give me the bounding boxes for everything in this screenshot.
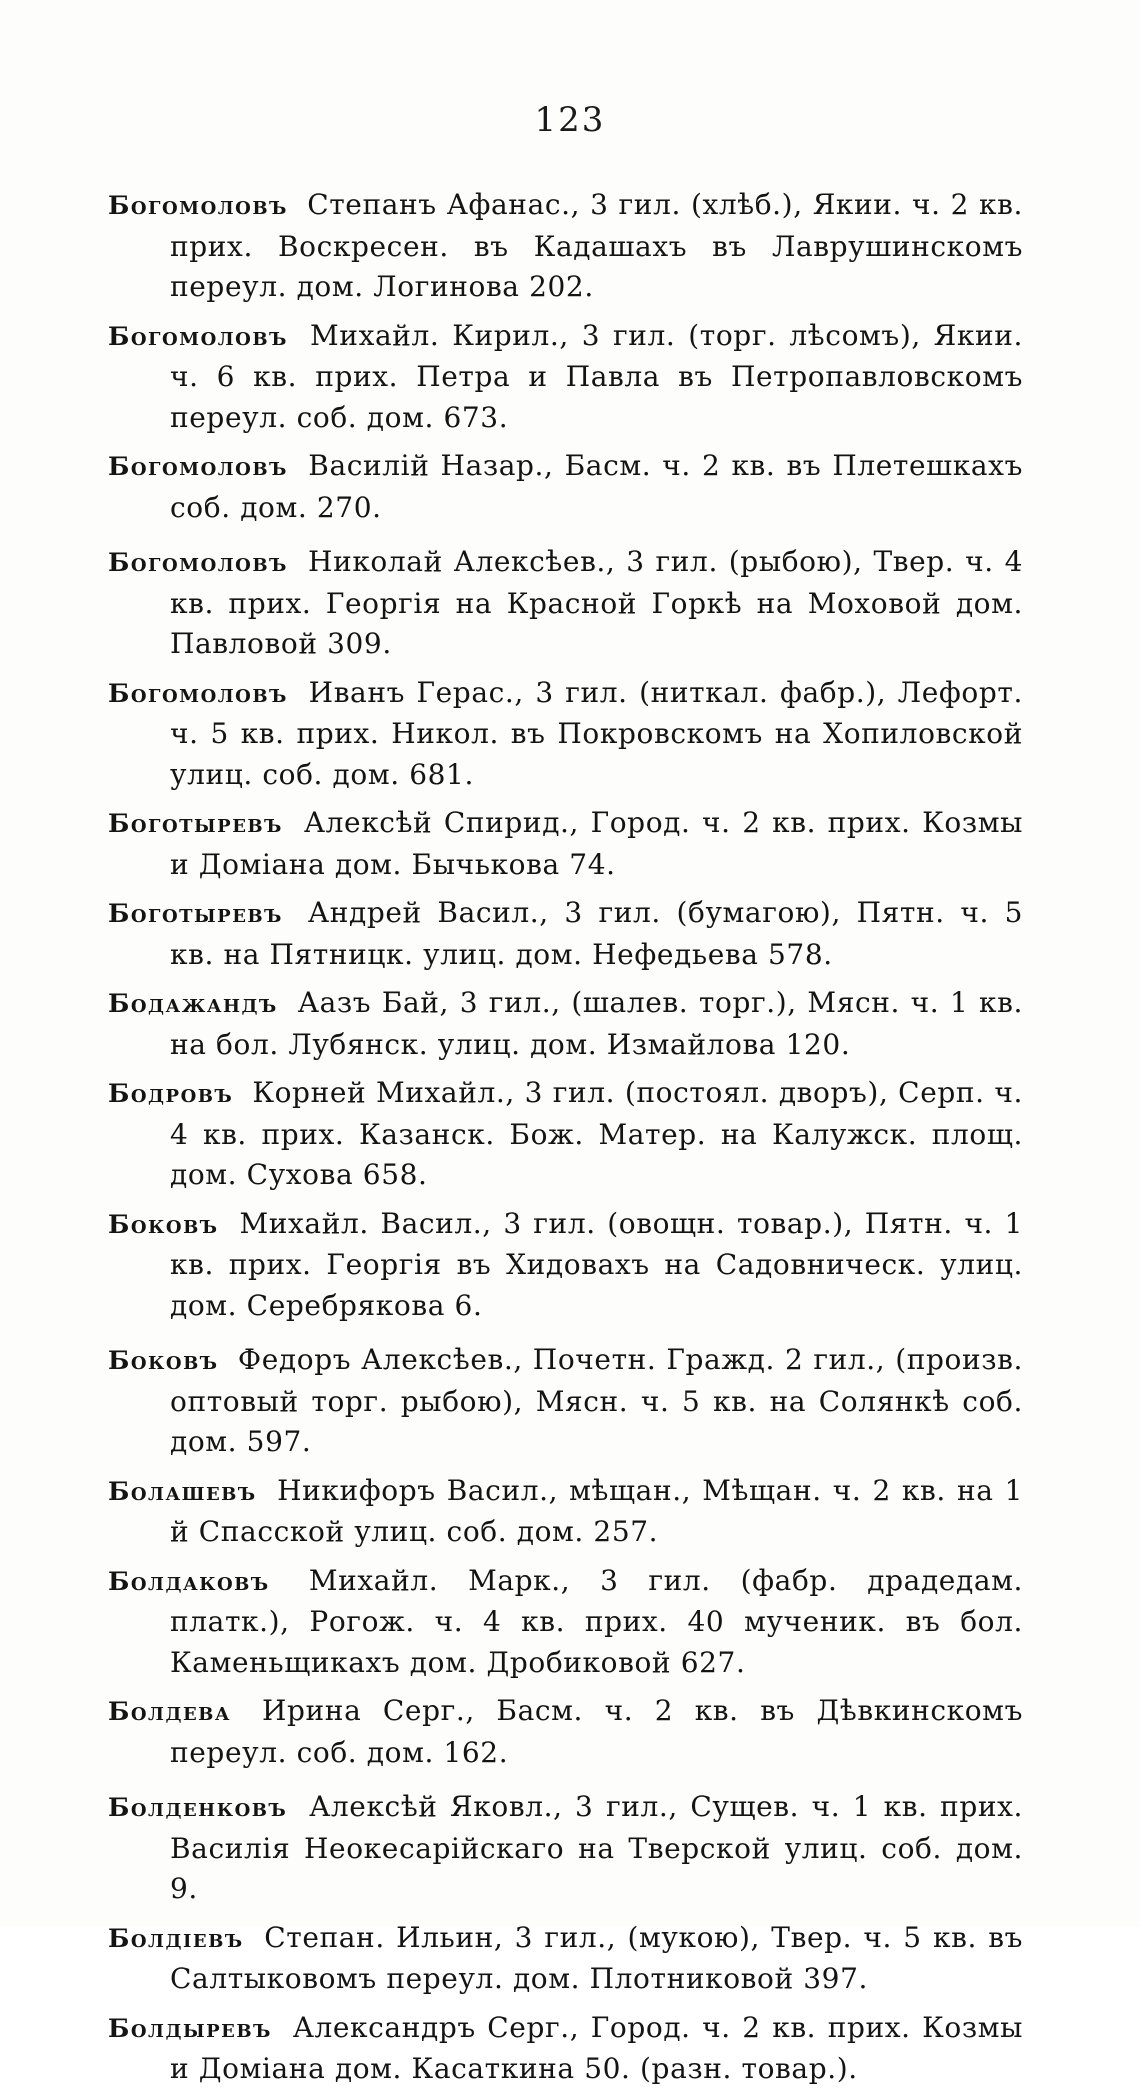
- entry-surname: Бодажандъ: [108, 989, 278, 1018]
- directory-entry: [108, 673, 1023, 796]
- directory-entry: [108, 1340, 1023, 1463]
- entry-details: Алексѣй Яковл., 3 гил., Сущев. ч. 1 кв. прих. Василія Неокесарійскаго на Тверской улиц. соб. дом. 9.: [170, 1790, 1023, 1905]
- entry-surname: Боковъ: [108, 1209, 219, 1239]
- entry-details: Михайл. Марк., 3 гил. (фабр. драдедам. платк.), Рогож. ч. 4 кв. прих. 40 мученик. въ бол. Каменьщикахъ дом. Дробиковой 627.: [170, 1563, 1023, 1679]
- entry-details: Федоръ Алексѣев., Почетн. Гражд. 2 гил., (произв. оптовый торг. рыбою), Мясн. ч. 5 кв. на Солянкѣ соб. дом. 597.: [170, 1343, 1023, 1458]
- entry-surname: Богомоловъ: [108, 321, 288, 351]
- directory-entry: [108, 1073, 1023, 1196]
- entry-surname: Богомоловъ: [108, 452, 288, 481]
- directory-entry: [108, 1204, 1023, 1327]
- entry-surname: Болашевъ: [108, 1476, 257, 1506]
- directory-entry: [108, 316, 1023, 439]
- entry-details: Иванъ Герас., 3 гил. (ниткал. фабр.), Лефорт. ч. 5 кв. прих. Никол. въ Покровскомъ на Хопиловской улиц. соб. дом. 681.: [170, 675, 1023, 791]
- directory-entries: [108, 185, 1023, 2098]
- directory-entry: [108, 983, 1023, 1065]
- entry-details: Корней Михайл., 3 гил. (постоял. дворъ), Серп. ч. 4 кв. прих. Казанск. Бож. Матер. на Калужск. площ. дом. Сухова 658.: [170, 1076, 1023, 1191]
- entry-details: Василій Назар., Басм. ч. 2 кв. въ Плетешкахъ соб. дом. 270.: [170, 449, 1023, 524]
- entry-surname: Болдіевъ: [108, 1923, 244, 1953]
- entry-details: Александръ Серг., Город. ч. 2 кв. прих. Козмы и Доміана дом. Касаткина 50. (разн. товар.).: [170, 2010, 1023, 2085]
- directory-entry: [108, 2008, 1023, 2090]
- page-number: 123: [534, 100, 606, 140]
- entry-details: Алексѣй Спирид., Город. ч. 2 кв. прих. Козмы и Доміана дом. Бычькова 74.: [170, 806, 1023, 881]
- entry-surname: Боготыревъ: [108, 899, 283, 928]
- directory-entry: [108, 1561, 1023, 1684]
- entry-surname: Болдаковъ: [108, 1566, 270, 1596]
- entry-details: Никифоръ Васил., мѣщан., Мѣщан. ч. 2 кв. на 1 й Спасской улиц. соб. дом. 257.: [170, 1473, 1023, 1548]
- entry-details: Андрей Васил., 3 гил. (бумагою), Пятн. ч. 5 кв. на Пятницк. улиц. дом. Нефедьева 578.: [170, 896, 1023, 971]
- entry-details: Ирина Серг., Басм. ч. 2 кв. въ Дѣвкинскомъ переул. соб. дом. 162.: [170, 1694, 1023, 1769]
- directory-entry: [108, 185, 1023, 308]
- entry-surname: Богомоловъ: [108, 548, 288, 577]
- entry-surname: Бодровъ: [108, 1079, 234, 1108]
- entry-surname: Болденковъ: [108, 1793, 288, 1822]
- entry-surname: Болдева: [108, 1697, 232, 1726]
- directory-entry: [108, 1787, 1023, 1910]
- entry-surname: Боготыревъ: [108, 809, 283, 838]
- directory-entry: [108, 1918, 1023, 2000]
- entry-surname: Боковъ: [108, 1346, 219, 1375]
- directory-entry: [108, 803, 1023, 885]
- directory-entry: [108, 893, 1023, 975]
- entry-details: Степанъ Афанас., 3 гил. (хлѣб.), Якии. ч. 2 кв. прих. Воскресен. въ Кадашахъ въ Лаврушинскомъ переул. дом. Логинова 202.: [170, 188, 1023, 303]
- directory-entry: [108, 446, 1023, 528]
- entry-details: Николай Алексѣев., 3 гил. (рыбою), Твер. ч. 4 кв. прих. Георгія на Красной Горкѣ на Моховой дом. Павловой 309.: [170, 545, 1024, 660]
- entry-surname: Богомоловъ: [108, 678, 288, 708]
- entry-details: Степан. Ильин, 3 гил., (мукою), Твер. ч. 5 кв. въ Салтыковомъ переул. дом. Плотниковой 397.: [170, 1920, 1023, 1995]
- entry-details: Михайл. Васил., 3 гил. (овощн. товар.), Пятн. ч. 1 кв. прих. Георгія въ Хидовахъ на Садовническ. улиц. дом. Серебрякова 6.: [170, 1206, 1024, 1322]
- directory-entry: [108, 1471, 1023, 1553]
- entry-surname: Болдыревъ: [108, 2013, 272, 2043]
- entry-details: Аазъ Бай, 3 гил., (шалев. торг.), Мясн. ч. 1 кв. на бол. Лубянск. улиц. дом. Измайлова 120.: [170, 986, 1023, 1061]
- directory-entry: [108, 1691, 1023, 1773]
- entry-surname: Богомоловъ: [108, 191, 288, 220]
- directory-entry: [108, 542, 1023, 665]
- entry-details: Михайл. Кирил., 3 гил. (торг. лѣсомъ), Якии. ч. 6 кв. прих. Петра и Павла въ Петропавловскомъ переул. соб. дом. 673.: [170, 318, 1024, 434]
